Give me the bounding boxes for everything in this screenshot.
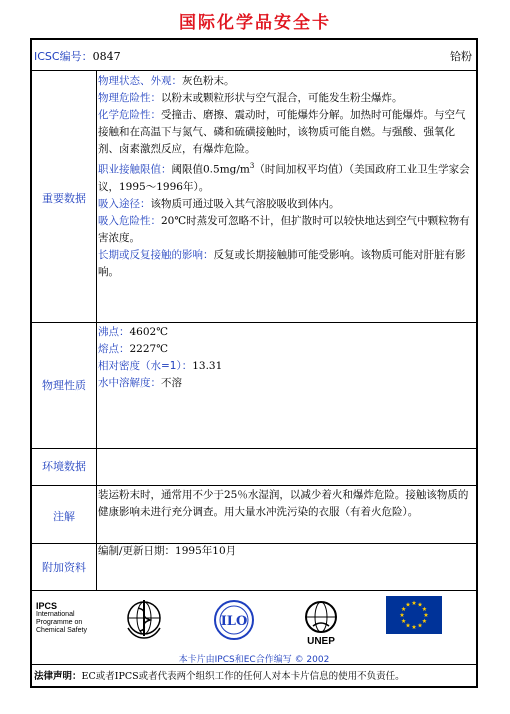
icsc-id-row (32, 40, 476, 70)
footer-credit: 本卡片由IPCS和EC合作编写 © 2002 (178, 655, 330, 665)
property-line: 熔点：2227℃ (98, 343, 168, 355)
property-line: 相对密度（水=1）：13.31 (98, 360, 223, 372)
info-line: 吸入途径：该物质可通过吸入其气溶胶吸收到体内。 (98, 197, 340, 210)
notes-content: 装运粉末时，通常用不少于25％水湿润，以减少着火和爆炸危险。接触该物质的健康影响未进行充分调查。用大量水冲洗污染的衣服（有着火危险）。 (98, 489, 469, 518)
icsc-number-label: ICSC编号：0847 (34, 50, 121, 63)
legal-notice-text: EC或者IPCS或者代表两个组织工作的任何人对本卡片信息的使用不负责任。 (81, 671, 405, 682)
svg-text:UNEP: UNEP (307, 636, 335, 647)
info-line: 物理危险性：以粉末或颗粒形状与空气混合，可能发生粉尘爆炸。 (98, 92, 403, 104)
footer-logos (32, 592, 476, 664)
legal-notice-label: 法律声明： (34, 671, 82, 682)
physical-properties-content (98, 324, 472, 392)
ipcs-logo-text: IPCS International Programme on Chemical Safety (36, 601, 87, 634)
notes-label: 注解 (53, 510, 75, 523)
info-line: 化学危险性：受撞击、磨擦、震动时，可能爆炸分解。加热时可能爆炸。与空气接触和在高温下与氮气、磷和硫磺接触时，该物质可能自燃。与强酸、强氧化剂、卤素激烈反应，有爆炸危险。 (98, 109, 466, 155)
additional-info-label: 附加资料 (42, 561, 86, 574)
unep-emblem-icon (298, 598, 344, 648)
important-data-label: 重要数据 (42, 192, 86, 205)
info-line: 物理状态、外观：灰色粉末。 (98, 75, 235, 87)
info-line: 职业接触限值：阈限值$0.5mg/m^3$（时间加权平均值）（美国政府工业卫生学家会议，1995～1996年）。 (98, 162, 470, 193)
icsc-number: 0847 (92, 50, 121, 63)
eu-flag-icon (386, 596, 442, 634)
substance-name: 铪粉 (450, 50, 472, 63)
ilo-emblem-icon (212, 598, 256, 642)
svg-text:ILO: ILO (220, 614, 248, 629)
card-title: 国际化学品安全卡 (179, 13, 331, 33)
environment-label: 环境数据 (42, 460, 86, 473)
property-line: 水中溶解度：不溶 (98, 377, 182, 389)
info-line: 吸入危险性：20℃时蒸发可忽略不计，但扩散时可以较快地达到空气中颗粒物有害浓度。 (98, 214, 470, 244)
additional-info-content: 编制/更新日期：1995年10月 (98, 545, 237, 557)
safety-card (30, 38, 478, 688)
important-data-content (98, 73, 472, 281)
who-emblem-icon (124, 598, 164, 640)
info-line: 长期或反复接触的影响：反复或长期接触肺可能受影响。该物质可能对肝脏有影响。 (98, 248, 466, 278)
legal-notice (32, 668, 476, 686)
property-line: 沸点：4602℃ (98, 326, 168, 338)
physical-properties-label: 物理性质 (42, 379, 86, 392)
